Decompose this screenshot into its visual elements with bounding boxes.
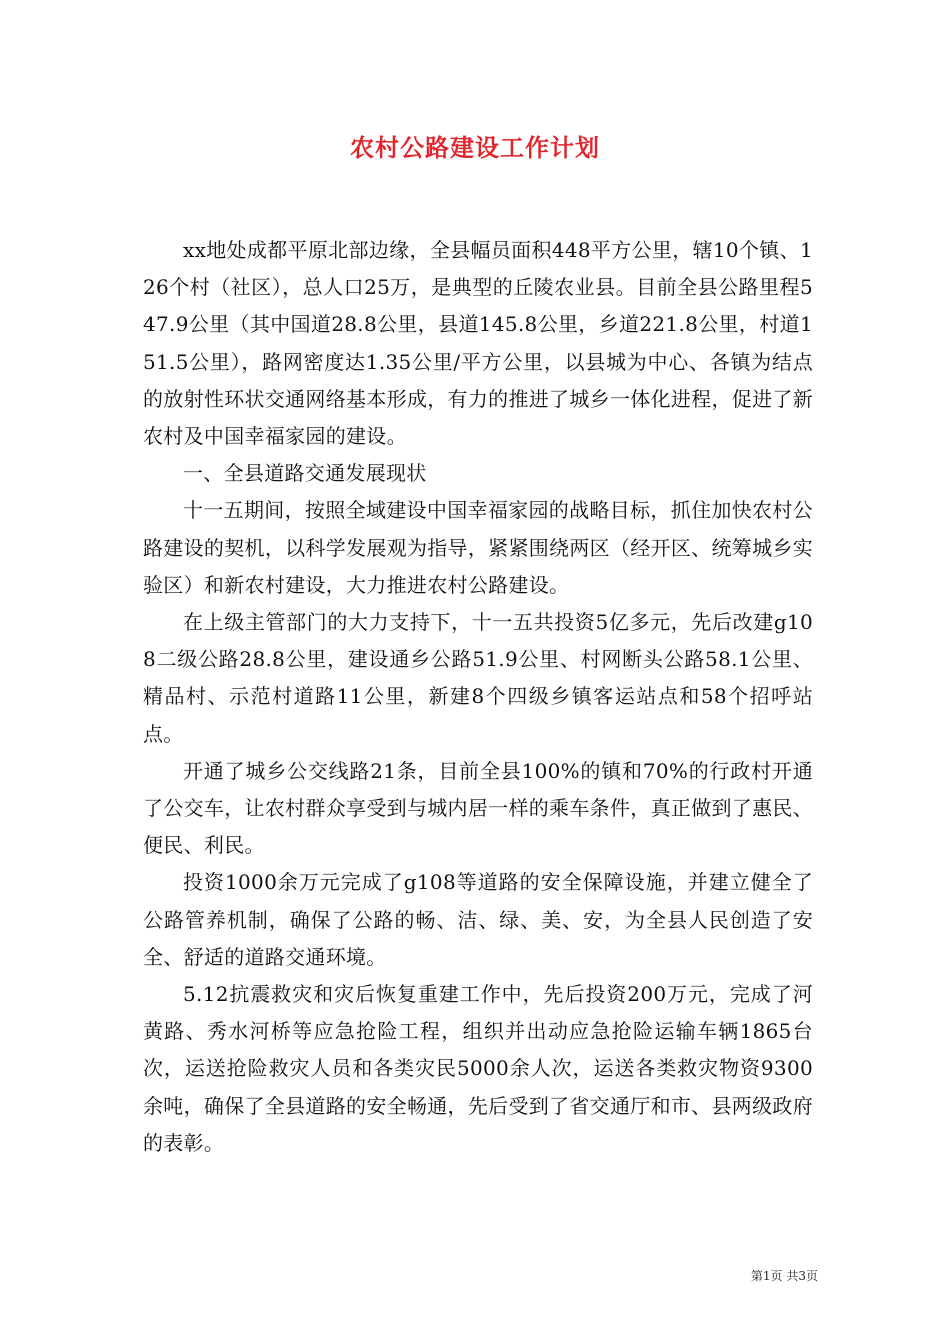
paragraph-intro: xx地处成都平原北部边缘，全县幅员面积448平方公里，辖10个镇、126个村（社区），总人口25万，是典型的丘陵农业县。目前全县公路里程547.9公里（其中国道28.8公里，县道145.8公里，乡道221.8公里，村道151.5公里），路网密度达1.35公里/平方公里，以县城为中心、各镇为结点的放射性环状交通网络基本形成，有力的推进了城乡一体化进程，促进了新农村及中国幸福家园的建设。 [143, 238, 813, 449]
paragraph-five-year-period: 十一五期间，按照全域建设中国幸福家园的战略目标，抓住加快农村公路建设的契机，以科学发展观为指导，紧紧围绕两区（经开区、统筹城乡实验区）和新农村建设，大力推进农村公路建设。 [143, 498, 813, 597]
document-body [143, 232, 813, 1162]
document-title: 农村公路建设工作计划 [350, 134, 600, 162]
section-heading-1: 一、全县道路交通发展现状 [183, 461, 427, 486]
paragraph-earthquake-relief: 5.12抗震救灾和灾后恢复重建工作中，先后投资200万元，完成了河黄路、秀水河桥等应急抢险工程，组织并出动应急抢险运输车辆1865台次，运送抢险救灾人员和各类灾民5000余人次，运送各类救灾物资9300余吨，确保了全县道路的安全畅通，先后受到了省交通厅和市、县两级政府的表彰。 [143, 982, 813, 1155]
page-number: 第1页 共3页 [750, 1269, 818, 1283]
paragraph-safety: 投资1000余万元完成了g108等道路的安全保障设施，并建立健全了公路管养机制，确保了公路的畅、洁、绿、美、安，为全县人民创造了安全、舒适的道路交通环境。 [143, 870, 813, 969]
paragraph-bus-lines: 开通了城乡公交线路21条，目前全县100%的镇和70%的行政村开通了公交车，让农村群众享受到与城内居一样的乘车条件，真正做到了惠民、便民、利民。 [143, 758, 813, 858]
paragraph-investment: 在上级主管部门的大力支持下，十一五共投资5亿多元，先后改建g108二级公路28.8公里，建设通乡公路51.9公里、村网断头公路58.1公里、精品村、示范村道路11公里，新建8个四级乡镇客运站点和58个招呼站点。 [143, 610, 813, 746]
